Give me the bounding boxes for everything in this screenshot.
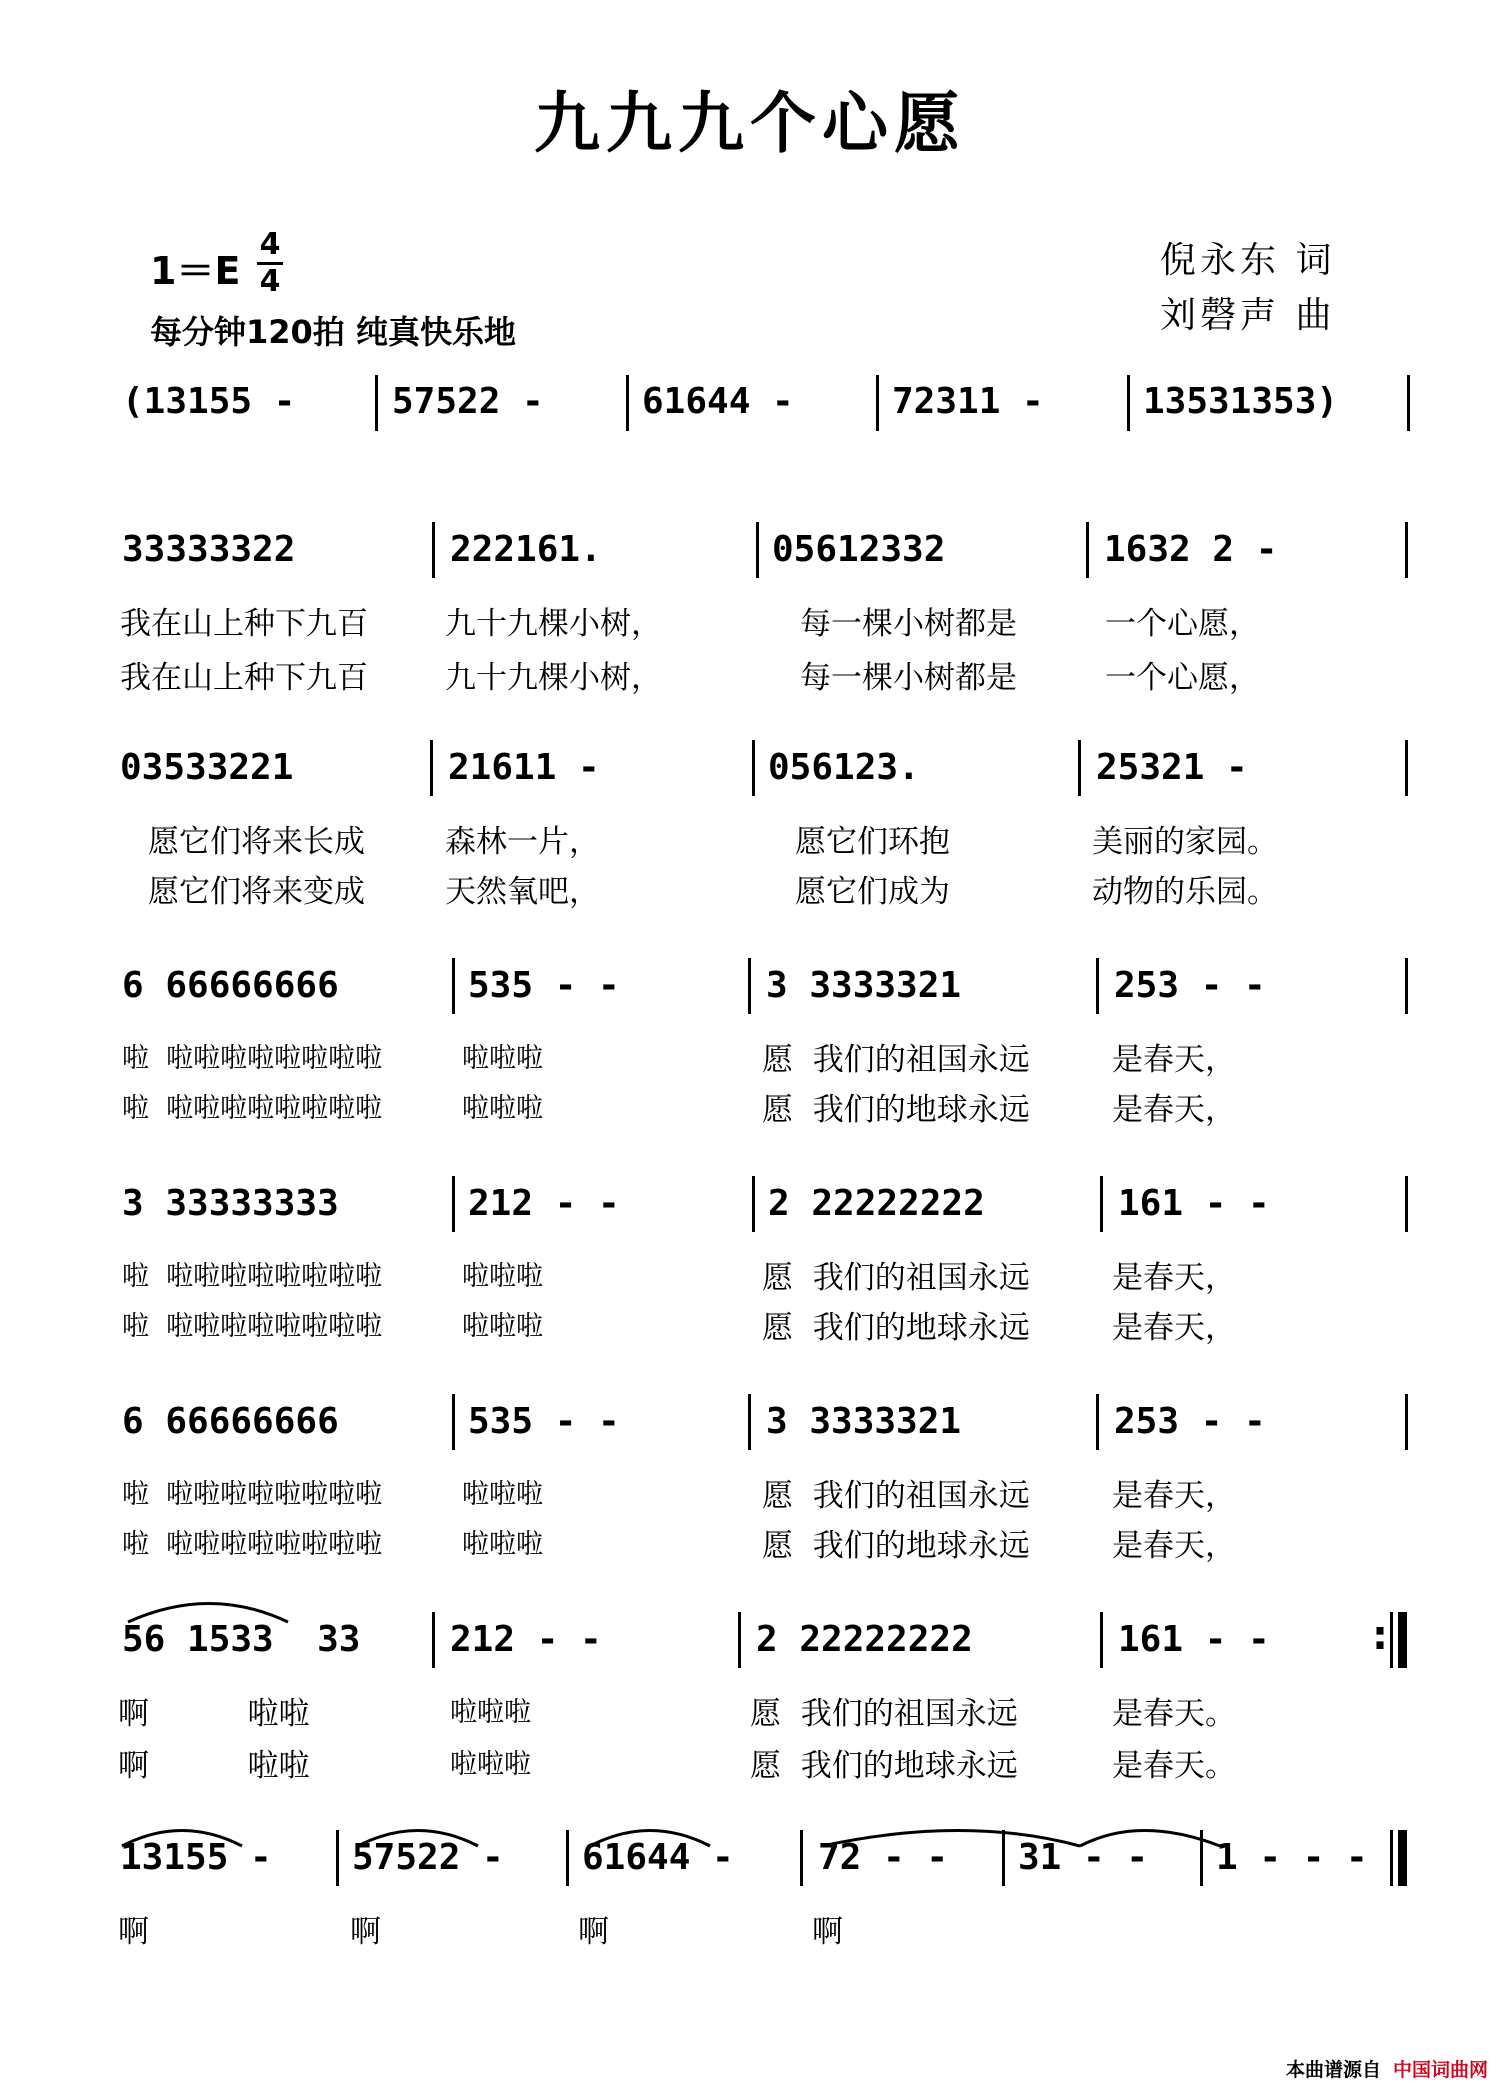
- lyric-text: 九十九棵小树，: [445, 606, 662, 642]
- measure: 61644 -: [582, 1837, 734, 1878]
- barline: [1200, 1830, 1203, 1886]
- lyric-text: 啦啦啦: [462, 1311, 543, 1342]
- lyric-text: 啦啦啦: [462, 1093, 543, 1124]
- lyric-text: 是春天，: [1112, 1310, 1236, 1346]
- lyric-text: 我在山上种下九百: [120, 660, 368, 696]
- lyric-text: 啦 啦啦啦啦啦啦啦啦: [122, 1311, 383, 1342]
- lyric-text: 一个心愿，: [1105, 606, 1260, 642]
- measure: 3 33333333: [122, 1183, 339, 1224]
- lyric-text: 天然氧吧，: [445, 874, 600, 910]
- lyric-text: 啦 啦啦啦啦啦啦啦啦: [122, 1479, 383, 1510]
- time-signature-bottom: 4: [259, 264, 281, 299]
- lyric-text: 啦啦啦: [450, 1697, 531, 1728]
- measure: (13155 -: [122, 381, 296, 422]
- lyricist-credit: 倪永东 词: [1160, 240, 1336, 281]
- measure: 13531353): [1143, 381, 1339, 422]
- final-barline-thick: [1398, 1830, 1407, 1886]
- measure: 6 66666666: [122, 965, 339, 1006]
- measure: 25321 -: [1096, 747, 1248, 788]
- measure: 13155 -: [120, 1837, 272, 1878]
- measure: 222161.: [450, 529, 602, 570]
- repeat-barline-thick: [1398, 1612, 1407, 1668]
- lyric-text: 是春天，: [1112, 1260, 1236, 1296]
- lyric-text: 啊: [812, 1914, 843, 1950]
- lyric-text: 啦啦啦: [450, 1749, 531, 1780]
- measure: 212 - -: [450, 1619, 602, 1660]
- measure: 05612332: [772, 529, 946, 570]
- lyric-text: 美丽的家园。: [1092, 824, 1278, 860]
- measure: 2 22222222: [756, 1619, 973, 1660]
- source-site-link[interactable]: 中国词曲网: [1392, 2059, 1488, 2081]
- measure: 56 1533 33: [122, 1619, 361, 1660]
- measure: 72311 -: [892, 381, 1044, 422]
- lyric-text: 啦 啦啦啦啦啦啦啦啦: [122, 1093, 383, 1124]
- measure: 72 - -: [818, 1837, 949, 1878]
- lyric-text: 愿它们环抱: [795, 824, 950, 860]
- measure: 535 - -: [468, 965, 620, 1006]
- composer-credit: 刘磬声 曲: [1160, 295, 1336, 336]
- lyric-text: 愿 我们的地球永远: [762, 1092, 1030, 1128]
- measure: 3 3333321: [766, 1401, 962, 1442]
- measure: 6 66666666: [122, 1401, 339, 1442]
- measure: 31 - -: [1018, 1837, 1149, 1878]
- lyric-text: 动物的乐园。: [1092, 874, 1278, 910]
- measure: 03533221: [120, 747, 294, 788]
- lyric-text: 啦 啦啦啦啦啦啦啦啦: [122, 1261, 383, 1292]
- measure: 2 22222222: [768, 1183, 985, 1224]
- lyric-text: 是春天。: [1112, 1696, 1236, 1732]
- lyric-text: 啦啦啦: [462, 1479, 543, 1510]
- measure: 61644 -: [642, 381, 794, 422]
- lyric-text: 啊: [118, 1914, 149, 1950]
- barline: [336, 1830, 339, 1886]
- barline: [738, 1612, 741, 1668]
- lyric-text: 每一棵小树都是: [800, 660, 1017, 696]
- repeat-dots: :: [1372, 1613, 1388, 1659]
- lyric-text: 愿它们将来长成: [148, 824, 365, 860]
- barline: [800, 1830, 803, 1886]
- lyric-text: 是春天。: [1112, 1748, 1236, 1784]
- lyric-text: 啊 啦啦: [118, 1696, 310, 1732]
- final-barline-thin: [1390, 1830, 1393, 1886]
- lyric-text: 啦啦啦: [462, 1043, 543, 1074]
- lyric-text: 愿 我们的祖国永远: [762, 1042, 1030, 1078]
- barline: [566, 1830, 569, 1886]
- measure: 21611 -: [448, 747, 600, 788]
- measure: 253 - -: [1114, 1401, 1266, 1442]
- song-title: 九九九个心愿: [534, 84, 966, 162]
- lyric-text: 啊: [578, 1914, 609, 1950]
- lyric-text: 每一棵小树都是: [800, 606, 1017, 642]
- measure: 161 - -: [1118, 1619, 1270, 1660]
- measure: 161 - -: [1118, 1183, 1270, 1224]
- measure: 212 - -: [468, 1183, 620, 1224]
- lyric-text: 愿它们成为: [795, 874, 950, 910]
- barline: [1002, 1830, 1005, 1886]
- lyric-text: 愿它们将来变成: [148, 874, 365, 910]
- lyric-text: 我在山上种下九百: [120, 606, 368, 642]
- measure: 535 - -: [468, 1401, 620, 1442]
- lyric-text: 愿 我们的祖国永远: [762, 1260, 1030, 1296]
- source-footer: [1286, 2055, 1488, 2082]
- lyric-text: 愿 我们的地球永远: [762, 1528, 1030, 1564]
- tempo-marking: 每分钟120拍 纯真快乐地: [150, 313, 516, 351]
- lyric-text: 啦啦啦: [462, 1261, 543, 1292]
- lyric-text: 愿 我们的地球永远: [762, 1310, 1030, 1346]
- lyric-text: 九十九棵小树，: [445, 660, 662, 696]
- key-signature: 1＝E: [150, 249, 241, 293]
- lyric-text: 愿 我们的祖国永远: [762, 1478, 1030, 1514]
- measure: 3 3333321: [766, 965, 962, 1006]
- measure: 57522 -: [352, 1837, 504, 1878]
- measure: 1 - - -: [1216, 1837, 1368, 1878]
- lyric-text: 啊: [350, 1914, 381, 1950]
- lyric-text: 一个心愿，: [1105, 660, 1260, 696]
- measure: 253 - -: [1114, 965, 1266, 1006]
- measure: 056123.: [768, 747, 920, 788]
- time-signature-top: 4: [259, 227, 281, 262]
- measure: 57522 -: [392, 381, 544, 422]
- lyric-text: 是春天，: [1112, 1042, 1236, 1078]
- barline: [432, 1612, 435, 1668]
- lyric-text: 愿 我们的祖国永远: [750, 1696, 1018, 1732]
- lyric-text: 是春天，: [1112, 1478, 1236, 1514]
- lyric-text: 啊 啦啦: [118, 1748, 310, 1784]
- source-label: 本曲谱源自: [1285, 2059, 1381, 2081]
- lyric-text: 是春天，: [1112, 1092, 1236, 1128]
- lyric-text: 森林一片，: [445, 824, 600, 860]
- measure: 33333322: [122, 529, 296, 570]
- lyric-text: 愿 我们的地球永远: [750, 1748, 1018, 1784]
- measure: 1632 2 -: [1104, 529, 1278, 570]
- repeat-barline-thin: [1390, 1612, 1393, 1668]
- lyric-text: 啦啦啦: [462, 1529, 543, 1560]
- lyric-text: 是春天，: [1112, 1528, 1236, 1564]
- barline: [1100, 1612, 1103, 1668]
- lyric-text: 啦 啦啦啦啦啦啦啦啦: [122, 1529, 383, 1560]
- lyric-text: 啦 啦啦啦啦啦啦啦啦: [122, 1043, 383, 1074]
